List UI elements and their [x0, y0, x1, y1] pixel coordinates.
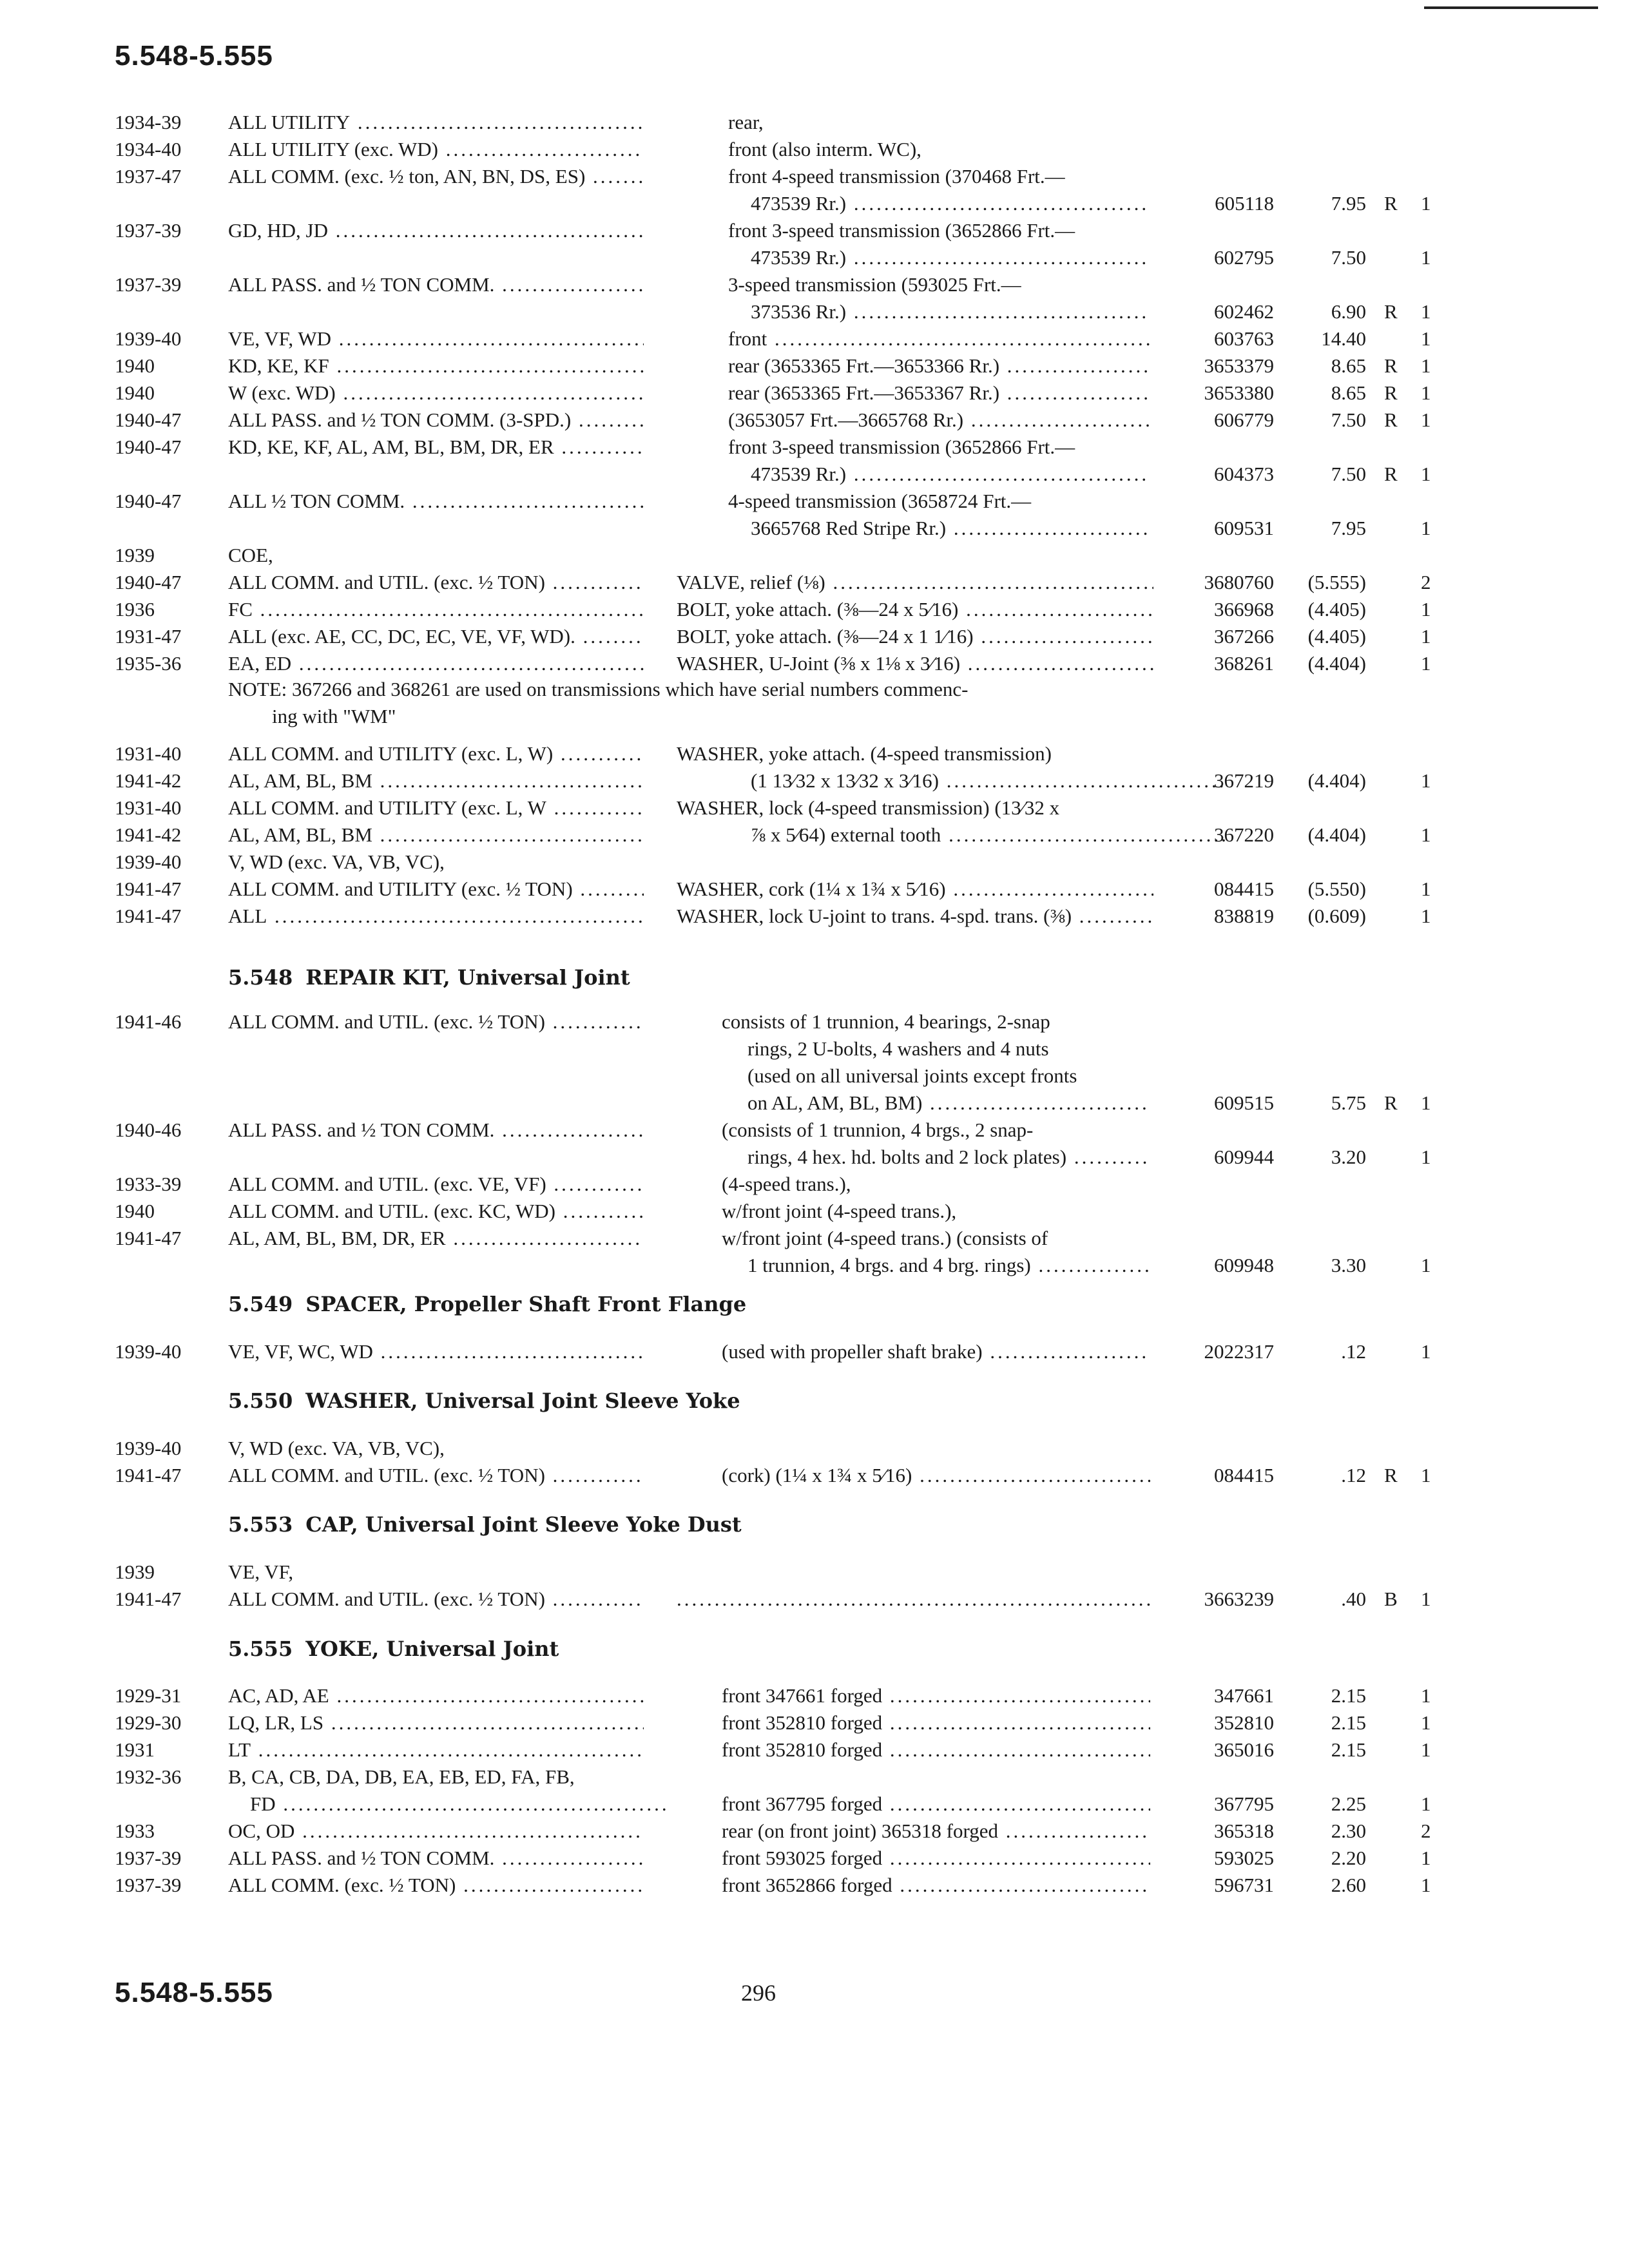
model-list: COE,: [228, 544, 273, 566]
quantity: 2: [1421, 571, 1431, 593]
page-number: 296: [741, 1980, 776, 2006]
part-description: 473539 Rr.) .....: [751, 463, 1150, 486]
part-number: 367795: [1214, 1792, 1274, 1815]
part-description: (3653057 Frt.—3665768 Rr.) .....: [728, 408, 1150, 432]
year-range: 1941-42: [115, 769, 182, 792]
part-number: 609948: [1214, 1254, 1274, 1276]
year-range: 1937-47: [115, 165, 182, 187]
part-number: 609944: [1214, 1146, 1274, 1168]
model-list: AC, AD, AE .....: [228, 1684, 644, 1707]
model-list: V, WD (exc. VA, VB, VC),: [228, 850, 445, 873]
quantity: 1: [1421, 769, 1431, 792]
top-rule: [1424, 6, 1598, 9]
model-list: GD, HD, JD .....: [228, 219, 644, 242]
model-list: FC .....: [228, 598, 644, 621]
part-number: 3663239: [1204, 1588, 1274, 1610]
year-range: 1940-47: [115, 490, 182, 512]
model-list: VE, VF, WC, WD .....: [228, 1340, 644, 1363]
model-list: ALL PASS. and ½ TON COMM. .....: [228, 1847, 644, 1870]
model-list: LQ, LR, LS .....: [228, 1711, 644, 1735]
part-number: 605118: [1215, 192, 1274, 215]
note-line: ing with "WM": [272, 705, 396, 727]
model-list: AL, AM, BL, BM .....: [228, 823, 644, 847]
quantity: 1: [1421, 354, 1431, 377]
part-description: front 3-speed transmission (3652866 Frt.—: [728, 219, 1075, 242]
leader-dots: [677, 1588, 1150, 1611]
part-description: front 4-speed transmission (370468 Frt.—: [728, 165, 1065, 187]
section-title: REPAIR KIT, Universal Joint: [305, 965, 630, 990]
quantity: 1: [1421, 192, 1431, 215]
price: 3.20: [1331, 1146, 1366, 1168]
model-list: ALL UTILITY .....: [228, 111, 644, 134]
year-range: 1941-47: [115, 905, 182, 927]
part-description: front 347661 forged .....: [722, 1684, 1150, 1707]
part-number: 366968: [1214, 598, 1274, 620]
model-list: ALL ½ TON COMM. .....: [228, 490, 644, 513]
year-range: 1940-47: [115, 571, 182, 593]
part-number: 367220: [1214, 823, 1274, 846]
model-list: ALL PASS. and ½ TON COMM. .....: [228, 273, 644, 296]
part-description: 4-speed transmission (3658724 Frt.—: [728, 490, 1032, 512]
quantity: 1: [1421, 246, 1431, 269]
model-list: ALL COMM. and UTIL. (exc. ½ TON) .....: [228, 571, 644, 594]
part-description: (cork) (1¼ x 1¾ x 5⁄16) .....: [722, 1464, 1150, 1487]
price: 5.75: [1331, 1091, 1366, 1114]
model-list: ALL PASS. and ½ TON COMM. .....: [228, 1119, 644, 1142]
price-code: R: [1384, 354, 1398, 377]
part-description: (consists of 1 trunnion, 4 brgs., 2 snap-: [722, 1119, 1034, 1141]
part-description: rear (3653365 Frt.—3653366 Rr.) .....: [728, 354, 1150, 378]
year-range: 1931: [115, 1738, 155, 1761]
price: 14.40: [1321, 327, 1366, 350]
part-number: 365016: [1214, 1738, 1274, 1761]
part-number: 352810: [1214, 1711, 1274, 1734]
quantity: 1: [1421, 823, 1431, 846]
section-number: 5.553: [228, 1512, 293, 1537]
year-range: 1939-40: [115, 327, 182, 350]
price-code: R: [1384, 381, 1398, 404]
part-description: WASHER, lock U-joint to trans. 4-spd. trans. (⅜) .....: [677, 905, 1153, 928]
quantity: 2: [1421, 1820, 1431, 1842]
year-range: 1929-31: [115, 1684, 182, 1707]
part-description: 3-speed transmission (593025 Frt.—: [728, 273, 1021, 296]
price: (4.405): [1307, 598, 1366, 620]
model-list: AL, AM, BL, BM .....: [228, 769, 644, 793]
year-range: 1929-30: [115, 1711, 182, 1734]
model-list: ALL COMM. (exc. ½ ton, AN, BN, DS, ES) .....: [228, 165, 644, 188]
price-code: R: [1384, 408, 1398, 431]
year-range: 1934-39: [115, 111, 182, 133]
year-range: 1939-40: [115, 1437, 182, 1459]
part-number: 602795: [1214, 246, 1274, 269]
part-description: WASHER, cork (1¼ x 1¾ x 5⁄16) .....: [677, 878, 1153, 901]
year-range: 1932-36: [115, 1765, 182, 1788]
price: (0.609): [1307, 905, 1366, 927]
part-description: front .....: [728, 327, 1150, 351]
year-range: 1934-40: [115, 138, 182, 160]
part-description: (1 13⁄32 x 13⁄32 x 3⁄16) .....: [751, 769, 1228, 793]
year-range: 1939-40: [115, 1340, 182, 1363]
part-number: 2022317: [1204, 1340, 1274, 1363]
price-code: R: [1384, 300, 1398, 323]
part-description: 373536 Rr.) .....: [751, 300, 1150, 323]
price: 7.50: [1331, 463, 1366, 485]
price: (5.555): [1307, 571, 1366, 593]
year-range: 1937-39: [115, 273, 182, 296]
part-description: front 352810 forged .....: [722, 1738, 1150, 1762]
quantity: 1: [1421, 517, 1431, 539]
page-header: 5.548-5.555: [115, 40, 273, 72]
model-list: ALL COMM. and UTILITY (exc. L, W) .....: [228, 742, 644, 765]
model-list: ALL COMM. (exc. ½ TON) .....: [228, 1874, 644, 1897]
quantity: 1: [1421, 1792, 1431, 1815]
part-number: 367219: [1214, 769, 1274, 792]
part-number: 084415: [1214, 878, 1274, 900]
year-range: 1939-40: [115, 850, 182, 873]
quantity: 1: [1421, 1146, 1431, 1168]
part-description: front 3652866 forged .....: [722, 1874, 1150, 1897]
part-number: 3680760: [1204, 571, 1274, 593]
year-range: 1941-47: [115, 1588, 182, 1610]
quantity: 1: [1421, 598, 1431, 620]
part-number: 606779: [1214, 408, 1274, 431]
price: (5.550): [1307, 878, 1366, 900]
price: 6.90: [1331, 300, 1366, 323]
part-number: 3653380: [1204, 381, 1274, 404]
price-code: R: [1384, 463, 1398, 485]
price: 2.20: [1331, 1847, 1366, 1869]
year-range: 1931-40: [115, 742, 182, 765]
model-list: KD, KE, KF, AL, AM, BL, BM, DR, ER .....: [228, 436, 644, 459]
year-range: 1935-36: [115, 652, 182, 675]
part-number: 602462: [1214, 300, 1274, 323]
page-footer: 5.548-5.555: [115, 1977, 273, 2008]
model-list: KD, KE, KF .....: [228, 354, 644, 378]
year-range: 1941-47: [115, 1227, 182, 1249]
quantity: 1: [1421, 625, 1431, 648]
model-list: ALL (exc. AE, CC, DC, EC, VE, VF, WD). .....: [228, 625, 644, 648]
part-description: (used with propeller shaft brake) .....: [722, 1340, 1150, 1363]
part-number: 3653379: [1204, 354, 1274, 377]
price: .40: [1341, 1588, 1366, 1610]
year-range: 1933-39: [115, 1173, 182, 1195]
quantity: 1: [1421, 1464, 1431, 1486]
quantity: 1: [1421, 1847, 1431, 1869]
quantity: 1: [1421, 1588, 1431, 1610]
year-range: 1941-46: [115, 1010, 182, 1033]
section-heading: [228, 1637, 559, 1661]
model-list: ALL COMM. and UTIL. (exc. VE, VF) .....: [228, 1173, 644, 1196]
model-list: ALL .....: [228, 905, 644, 928]
price-code: B: [1384, 1588, 1398, 1610]
section-number: 5.550: [228, 1389, 293, 1413]
price: 2.25: [1331, 1792, 1366, 1815]
section-title: YOKE, Universal Joint: [305, 1637, 559, 1661]
part-number: 347661: [1214, 1684, 1274, 1707]
price: 8.65: [1331, 381, 1366, 404]
year-range: 1940-47: [115, 436, 182, 458]
part-number: 084415: [1214, 1464, 1274, 1486]
model-list: VE, VF,: [228, 1561, 294, 1583]
year-range: 1940: [115, 381, 155, 404]
price: .12: [1341, 1340, 1366, 1363]
quantity: 1: [1421, 652, 1431, 675]
year-range: 1937-39: [115, 1874, 182, 1896]
price: (4.404): [1307, 823, 1366, 846]
section-title: WASHER, Universal Joint Sleeve Yoke: [305, 1389, 740, 1413]
price-code: R: [1384, 192, 1398, 215]
year-range: 1937-39: [115, 219, 182, 242]
part-number: 593025: [1214, 1847, 1274, 1869]
price: 8.65: [1331, 354, 1366, 377]
section-title: CAP, Universal Joint Sleeve Yoke Dust: [305, 1512, 742, 1537]
part-number: 368261: [1214, 652, 1274, 675]
section-heading: [228, 965, 630, 990]
price: (4.405): [1307, 625, 1366, 648]
year-range: 1933: [115, 1820, 155, 1842]
year-range: 1941-47: [115, 878, 182, 900]
part-description: front 367795 forged .....: [722, 1792, 1150, 1816]
part-description: 3665768 Red Stripe Rr.) .....: [751, 517, 1150, 540]
price: (4.404): [1307, 769, 1366, 792]
year-range: 1937-39: [115, 1847, 182, 1869]
part-number: 596731: [1214, 1874, 1274, 1896]
year-range: 1939: [115, 1561, 155, 1583]
section-heading: [228, 1512, 742, 1537]
section-number: 5.555: [228, 1637, 293, 1661]
price: 2.15: [1331, 1738, 1366, 1761]
price: 7.95: [1331, 192, 1366, 215]
quantity: 1: [1421, 1874, 1431, 1896]
model-list: ALL COMM. and UTILITY (exc. ½ TON) .....: [228, 878, 644, 901]
part-description: front 3-speed transmission (3652866 Frt.—: [728, 436, 1075, 458]
model-list: LT .....: [228, 1738, 644, 1762]
quantity: 1: [1421, 381, 1431, 404]
price: (4.404): [1307, 652, 1366, 675]
part-description: (4-speed trans.),: [722, 1173, 851, 1195]
price: .12: [1341, 1464, 1366, 1486]
model-list: ALL UTILITY (exc. WD) .....: [228, 138, 644, 161]
quantity: 1: [1421, 408, 1431, 431]
model-list: V, WD (exc. VA, VB, VC),: [228, 1437, 445, 1459]
section-heading: [228, 1292, 746, 1316]
price: 2.15: [1331, 1711, 1366, 1734]
quantity: 1: [1421, 463, 1431, 485]
quantity: 1: [1421, 300, 1431, 323]
part-description: front 593025 forged .....: [722, 1847, 1150, 1870]
part-description: WASHER, yoke attach. (4-speed transmission): [677, 742, 1052, 765]
quantity: 1: [1421, 878, 1431, 900]
part-description: rear,: [728, 111, 764, 133]
part-description: 473539 Rr.) .....: [751, 246, 1150, 269]
part-description: WASHER, lock (4-speed transmission) (13⁄32 x: [677, 796, 1060, 819]
quantity: 1: [1421, 1738, 1431, 1761]
price: 2.30: [1331, 1820, 1366, 1842]
part-description: front 352810 forged .....: [722, 1711, 1150, 1735]
year-range: 1939: [115, 544, 155, 566]
model-list: B, CA, CB, DA, DB, EA, EB, ED, FA, FB,: [228, 1765, 575, 1788]
model-list: ALL COMM. and UTIL. (exc. ½ TON) .....: [228, 1464, 644, 1487]
price-code: R: [1384, 1464, 1398, 1486]
quantity: 1: [1421, 905, 1431, 927]
price-code: R: [1384, 1091, 1398, 1114]
section-number: 5.549: [228, 1292, 293, 1316]
part-description: WASHER, U-Joint (⅜ x 1⅛ x 3⁄16) .....: [677, 652, 1153, 675]
part-description: ⅞ x 5⁄64) external tooth .....: [751, 823, 1228, 847]
part-number: 365318: [1214, 1820, 1274, 1842]
model-list: OC, OD .....: [228, 1820, 644, 1843]
part-number: 367266: [1214, 625, 1274, 648]
part-description: BOLT, yoke attach. (⅜—24 x 1 1⁄16) .....: [677, 625, 1153, 648]
year-range: 1936: [115, 598, 155, 620]
model-list: W (exc. WD) .....: [228, 381, 644, 405]
quantity: 1: [1421, 327, 1431, 350]
part-description: 1 trunnion, 4 brgs. and 4 brg. rings) .....: [747, 1254, 1150, 1277]
part-description: rear (3653365 Frt.—3653367 Rr.) .....: [728, 381, 1150, 405]
year-range: 1941-42: [115, 823, 182, 846]
part-number: 838819: [1214, 905, 1274, 927]
year-range: 1940-46: [115, 1119, 182, 1141]
section-number: 5.548: [228, 965, 293, 990]
model-list: ALL PASS. and ½ TON COMM. (3-SPD.) .....: [228, 408, 644, 432]
model-list: VE, VF, WD .....: [228, 327, 644, 351]
model-list: FD .....: [250, 1792, 666, 1816]
part-description: rings, 4 hex. hd. bolts and 2 lock plates) .....: [747, 1146, 1150, 1169]
section-title: SPACER, Propeller Shaft Front Flange: [305, 1292, 747, 1316]
section-heading: [228, 1389, 740, 1413]
quantity: 1: [1421, 1091, 1431, 1114]
year-range: 1940: [115, 1200, 155, 1222]
model-list: AL, AM, BL, BM, DR, ER .....: [228, 1227, 644, 1250]
model-list: EA, ED .....: [228, 652, 644, 675]
model-list: ALL COMM. and UTIL. (exc. KC, WD) .....: [228, 1200, 644, 1223]
price: 2.15: [1331, 1684, 1366, 1707]
part-number: 604373: [1214, 463, 1274, 485]
part-description: front (also interm. WC),: [728, 138, 921, 160]
part-description: on AL, AM, BL, BM) .....: [747, 1091, 1150, 1115]
price: 3.30: [1331, 1254, 1366, 1276]
year-range: 1941-47: [115, 1464, 182, 1486]
year-range: 1940-47: [115, 408, 182, 431]
year-range: 1931-47: [115, 625, 182, 648]
part-description: rear (on front joint) 365318 forged .....: [722, 1820, 1150, 1843]
part-description: w/front joint (4-speed trans.),: [722, 1200, 957, 1222]
part-description: rings, 2 U-bolts, 4 washers and 4 nuts: [747, 1037, 1049, 1060]
part-description: (used on all universal joints except fronts: [747, 1064, 1077, 1087]
part-number: 609515: [1214, 1091, 1274, 1114]
part-number: 609531: [1214, 517, 1274, 539]
price: 7.95: [1331, 517, 1366, 539]
price: 7.50: [1331, 246, 1366, 269]
part-number: 603763: [1214, 327, 1274, 350]
part-description: VALVE, relief (⅛) .....: [677, 571, 1153, 594]
quantity: 1: [1421, 1684, 1431, 1707]
part-description: BOLT, yoke attach. (⅜—24 x 5⁄16) .....: [677, 598, 1153, 621]
price: 2.60: [1331, 1874, 1366, 1896]
part-description: consists of 1 trunnion, 4 bearings, 2-snap: [722, 1010, 1050, 1033]
model-list: ALL COMM. and UTIL. (exc. ½ TON) .....: [228, 1588, 644, 1611]
model-list: ALL COMM. and UTILITY (exc. L, W .....: [228, 796, 644, 820]
year-range: 1931-40: [115, 796, 182, 819]
quantity: 1: [1421, 1340, 1431, 1363]
part-description: 473539 Rr.) .....: [751, 192, 1150, 215]
price: 7.50: [1331, 408, 1366, 431]
note-line: NOTE: 367266 and 368261 are used on transmissions which have serial numbers commenc-: [228, 678, 969, 700]
year-range: 1940: [115, 354, 155, 377]
part-description: w/front joint (4-speed trans.) (consists of: [722, 1227, 1048, 1249]
model-list: ALL COMM. and UTIL. (exc. ½ TON) .....: [228, 1010, 644, 1033]
quantity: 1: [1421, 1711, 1431, 1734]
quantity: 1: [1421, 1254, 1431, 1276]
